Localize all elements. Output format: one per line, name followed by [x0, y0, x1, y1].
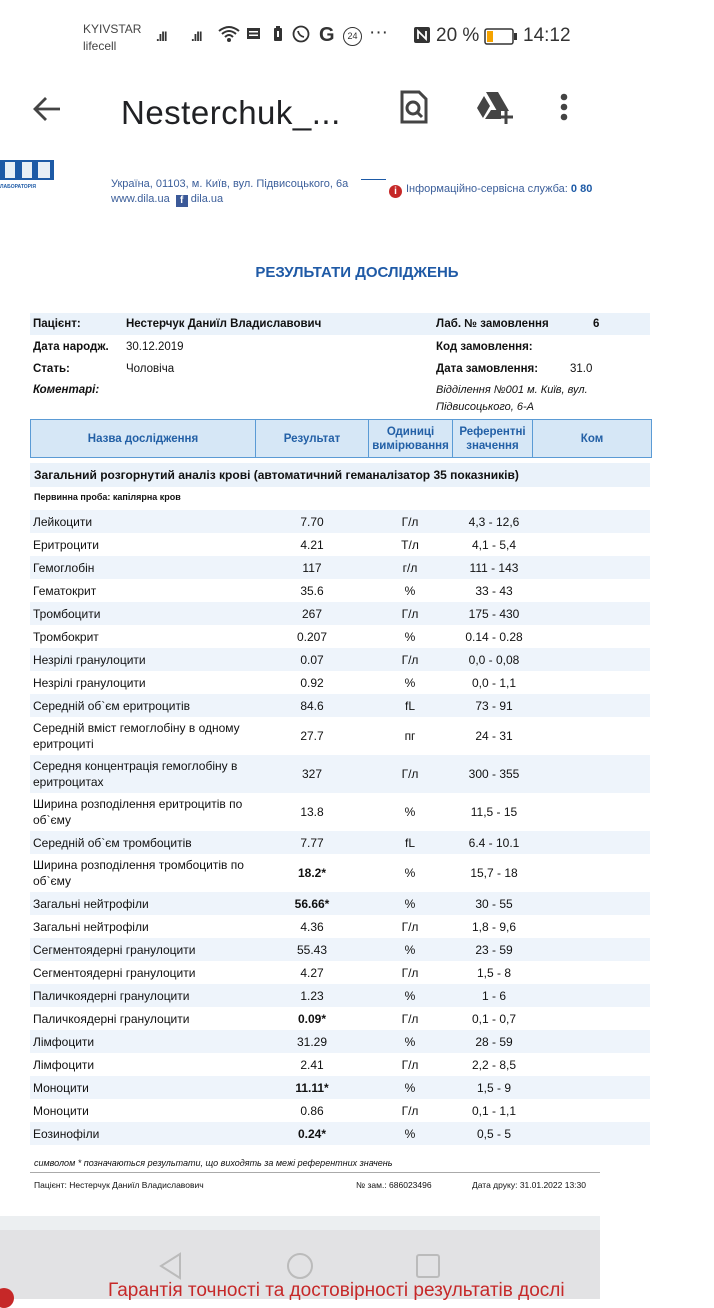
test-name: Моноцити — [33, 1103, 89, 1118]
lab-address: Україна, 01103, м. Київ, вул. Підвисоцького, 6а — [111, 178, 349, 190]
test-result: 13.8 — [300, 805, 324, 819]
test-unit: Г/л — [401, 652, 419, 667]
results-table-header — [30, 419, 652, 458]
col-units: Одиниці вимірювання — [369, 420, 453, 457]
table-row — [30, 854, 650, 892]
footer-divider — [30, 1172, 600, 1173]
birthdate-value: 30.12.2019 — [126, 341, 184, 353]
test-unit: % — [404, 896, 416, 911]
test-result: 35.6 — [300, 583, 324, 598]
test-unit: Г/л — [401, 965, 419, 980]
test-reference: 11,5 - 15 — [470, 805, 518, 819]
table-row — [30, 1030, 650, 1053]
table-row — [30, 671, 650, 694]
test-reference: 1,8 - 9,6 — [471, 919, 517, 934]
col-comment: Ком — [580, 432, 604, 445]
table-row — [30, 938, 650, 961]
footnote: символом * позначаються результати, що виходять за межі референтних значень — [34, 1158, 393, 1168]
dila-logo — [0, 160, 54, 180]
test-result: 327 — [301, 767, 323, 781]
test-reference: 0,1 - 0,7 — [471, 1011, 517, 1026]
test-unit: Г/л — [401, 1103, 419, 1118]
test-reference: 30 - 55 — [475, 896, 513, 911]
test-unit: Г/л — [401, 606, 419, 621]
test-name: Лейкоцити — [33, 514, 93, 529]
test-unit: Г/л — [401, 514, 419, 529]
test-name: Середній об`єм еритроцитів — [33, 698, 191, 713]
test-name: Гемоглобін — [33, 560, 95, 575]
status-bar — [0, 0, 600, 74]
test-result: 84.6 — [300, 698, 324, 713]
test-result: 27.7 — [300, 729, 324, 743]
google-icon: G — [319, 24, 335, 46]
col-result: Результат — [256, 420, 369, 457]
order-code-label: Код замовлення: — [436, 341, 533, 353]
signal-1-icon: .ıll — [156, 29, 167, 44]
test-result: 0.24* — [297, 1126, 327, 1141]
test-name: Середній об`єм тромбоцитів — [33, 835, 192, 850]
table-row — [30, 1099, 650, 1122]
sex-label: Стать: — [33, 363, 70, 375]
test-reference: 4,3 - 12,6 — [468, 514, 520, 529]
info-service-phone[interactable]: 0 80 — [570, 183, 593, 195]
promo-banner: Гарантія точності та достовірності результатів дослі — [108, 1280, 565, 1301]
test-reference: 15,7 - 18 — [470, 866, 518, 880]
test-name: Лімфоцити — [33, 1057, 95, 1072]
test-unit: пг — [404, 729, 416, 743]
lab-address-block — [111, 177, 348, 207]
test-result: 0.86 — [300, 1103, 324, 1118]
table-row — [30, 1122, 650, 1145]
test-unit: % — [404, 1080, 416, 1095]
test-reference: 1 - 6 — [481, 988, 506, 1003]
more-options-icon[interactable] — [545, 88, 583, 126]
test-name: Сегментоядерні гранулоцити — [33, 965, 196, 980]
table-row — [30, 579, 650, 602]
test-unit: % — [404, 988, 416, 1003]
test-reference: 1,5 - 9 — [476, 1080, 512, 1095]
more-notifications-icon: ··· — [369, 22, 388, 43]
test-name: Еритроцити — [33, 537, 99, 552]
results-heading: РЕЗУЛЬТАТИ ДОСЛІДЖЕНЬ — [255, 264, 459, 281]
test-result: 4.36 — [300, 919, 324, 934]
test-name: Моноцити — [33, 1080, 89, 1095]
test-result: 0.09* — [297, 1011, 327, 1026]
comments-row — [30, 380, 650, 416]
test-name: Загальні нейтрофіли — [33, 896, 149, 911]
info-service — [389, 183, 592, 198]
test-unit: Г/л — [401, 767, 419, 781]
logo-mark-icon — [0, 160, 54, 180]
patient-label: Пацієнт: — [33, 318, 81, 330]
test-reference: 0,5 - 5 — [476, 1126, 512, 1141]
table-row — [30, 1053, 650, 1076]
test-unit: Г/л — [401, 1011, 419, 1026]
test-result: 55.43 — [296, 942, 328, 957]
test-name: Середня концентрація гемоглобіну в еритроцитах — [33, 759, 238, 789]
test-reference: 111 - 143 — [469, 560, 519, 575]
test-result: 1.23 — [300, 988, 324, 1003]
table-row — [30, 915, 650, 938]
table-row — [30, 755, 650, 793]
test-reference: 0,0 - 0,08 — [468, 652, 520, 667]
clock: 14:12 — [523, 25, 571, 46]
lab-order-label: Лаб. № замовлення — [436, 318, 549, 330]
table-row — [30, 717, 650, 755]
test-result: 2.41 — [300, 1057, 324, 1072]
header-divider — [361, 179, 386, 180]
order-date-value: 31.0 — [570, 363, 593, 375]
order-date-label: Дата замовлення: — [436, 363, 539, 375]
test-reference: 23 - 59 — [475, 942, 513, 957]
test-reference: 4,1 - 5,4 — [471, 537, 517, 552]
viber-icon — [292, 25, 310, 43]
table-row — [30, 984, 650, 1007]
table-row — [30, 556, 650, 579]
test-result: 0.92 — [300, 675, 324, 690]
wifi-icon — [218, 25, 240, 43]
test-result: 56.66* — [294, 896, 330, 911]
carrier-1: KYIVSTAR — [83, 22, 142, 36]
table-row — [30, 510, 650, 533]
test-name: Гематокрит — [33, 583, 97, 598]
nfc-icon — [413, 26, 431, 44]
test-unit: Т/л — [401, 537, 419, 552]
app-bar — [0, 74, 600, 156]
test-name: Ширина розподілення тромбоцитів по об`єму — [33, 858, 244, 888]
document-title: Nesterchuk_... — [121, 94, 341, 131]
test-result: 4.21 — [300, 537, 324, 552]
sex-value: Чоловіча — [126, 363, 175, 375]
test-unit: % — [404, 675, 416, 690]
table-row — [30, 625, 650, 648]
banner-logo-icon — [0, 1288, 14, 1308]
birthdate-label: Дата народж. — [33, 341, 109, 353]
test-unit: fL — [404, 835, 415, 850]
birthdate-row — [30, 336, 650, 358]
test-reference: 6.4 - 10.1 — [468, 835, 520, 850]
table-row — [30, 961, 650, 984]
col-reference: Референтні значення — [453, 420, 533, 457]
battery-icon — [484, 28, 518, 46]
lab-order-value: 6 — [593, 318, 600, 330]
test-reference: 2,2 - 8,5 — [471, 1057, 517, 1072]
info-icon: i — [389, 185, 402, 198]
facebook-icon: f — [176, 195, 188, 207]
test-name: Незрілі гранулоцити — [33, 675, 146, 690]
system-nav-bar — [0, 1230, 600, 1299]
footer-order-number: № зам.: 686023496 — [356, 1180, 432, 1190]
facebook-link[interactable]: dila.ua — [190, 193, 224, 205]
test-unit: % — [404, 583, 416, 598]
test-reference: 175 - 430 — [468, 606, 520, 621]
footer-patient: Пацієнт: Нестерчук Даниїл Владиславович — [34, 1180, 204, 1190]
test-unit: г/л — [402, 560, 418, 575]
message-icon — [246, 26, 261, 41]
test-name: Тромбоцити — [33, 606, 101, 621]
test-result: 0.07 — [300, 652, 324, 667]
table-row — [30, 892, 650, 915]
table-row — [30, 533, 650, 556]
nav-back-icon[interactable] — [158, 1252, 184, 1280]
department-value: Відділення №001 м. Київ, вул. Підвисоцького, 6-А — [436, 384, 588, 413]
signal-2-icon: .ıll — [191, 29, 202, 44]
section-title: Загальний розгорнутий аналіз крові (автоматичний геманалізатор 35 показників) — [30, 463, 650, 487]
test-unit: % — [404, 1126, 416, 1141]
sex-row — [30, 358, 650, 380]
test-unit: Г/л — [401, 919, 419, 934]
test-reference: 0,1 - 1,1 — [471, 1103, 517, 1118]
table-row — [30, 1007, 650, 1030]
test-unit: % — [404, 805, 416, 819]
test-result: 4.27 — [300, 965, 324, 980]
test-reference: 24 - 31 — [475, 729, 513, 743]
test-result: 267 — [301, 606, 323, 621]
table-row — [30, 831, 650, 854]
info-service-label: Інформаційно-сервісна служба: — [406, 183, 568, 195]
page-gap — [0, 1216, 600, 1230]
test-result: 31.29 — [296, 1034, 328, 1049]
test-reference: 33 - 43 — [475, 583, 513, 598]
test-reference: 300 - 355 — [468, 767, 520, 781]
test-name: Тромбокрит — [33, 629, 99, 644]
battery-percent: 20 % — [436, 25, 480, 46]
logo-subtitle: ЛАБОРАТОРІЯ — [0, 184, 36, 190]
sample-type: Первинна проба: капілярна кров — [34, 492, 181, 502]
test-result: 18.2* — [297, 866, 327, 880]
battery-saver-icon — [272, 26, 284, 41]
test-reference: 28 - 59 — [475, 1034, 513, 1049]
test-result: 7.70 — [300, 514, 324, 529]
test-reference: 1,5 - 8 — [476, 965, 512, 980]
footer-print-date: Дата друку: 31.01.2022 13:30 — [472, 1180, 586, 1190]
test-result: 11.11* — [295, 1080, 329, 1095]
patient-row — [30, 313, 650, 335]
test-name: Загальні нейтрофіли — [33, 919, 149, 934]
test-name: Середній вміст гемоглобіну в одному еритроциті — [33, 721, 240, 751]
pdf-page[interactable] — [0, 156, 604, 1216]
test-unit: % — [404, 866, 416, 880]
test-name: Лімфоцити — [33, 1034, 95, 1049]
add-to-drive-icon[interactable] — [473, 88, 515, 126]
table-row — [30, 694, 650, 717]
test-result: 0.207 — [296, 629, 328, 644]
test-name: Паличкоядерні гранулоцити — [33, 1011, 190, 1026]
test-reference: 0,0 - 1,1 — [471, 675, 517, 690]
test-reference: 73 - 91 — [475, 698, 513, 713]
lab-website[interactable]: www.dila.ua — [111, 193, 170, 205]
test-name: Паличкоядерні гранулоцити — [33, 988, 190, 1003]
test-result: 7.77 — [300, 835, 324, 850]
find-in-page-icon[interactable] — [395, 88, 433, 126]
test-reference: 0.14 - 0.28 — [465, 629, 523, 644]
table-row — [30, 648, 650, 671]
back-arrow-icon[interactable] — [30, 92, 64, 126]
test-name: Ширина розподілення еритроцитів по об`єму — [33, 797, 243, 827]
patient-name: Нестерчук Даниїл Владиславович — [126, 318, 322, 330]
notification-badge-icon: 24 — [343, 27, 362, 46]
test-unit: fL — [404, 698, 415, 713]
test-unit: % — [404, 629, 416, 644]
test-name: Еозинофіли — [33, 1126, 100, 1141]
carrier-names — [83, 21, 141, 55]
table-row — [30, 602, 650, 625]
nav-home-icon[interactable] — [286, 1252, 314, 1280]
test-name: Незрілі гранулоцити — [33, 652, 146, 667]
col-name: Назва дослідження — [31, 420, 256, 457]
test-unit: % — [404, 942, 416, 957]
test-unit: Г/л — [401, 1057, 419, 1072]
nav-recents-icon[interactable] — [415, 1253, 441, 1279]
test-result: 117 — [302, 560, 322, 575]
carrier-2: lifecell — [83, 39, 117, 53]
table-row — [30, 793, 650, 831]
test-unit: % — [404, 1034, 416, 1049]
table-row — [30, 1076, 650, 1099]
test-name: Сегментоядерні гранулоцити — [33, 942, 196, 957]
comments-label: Коментарі: — [33, 384, 100, 396]
